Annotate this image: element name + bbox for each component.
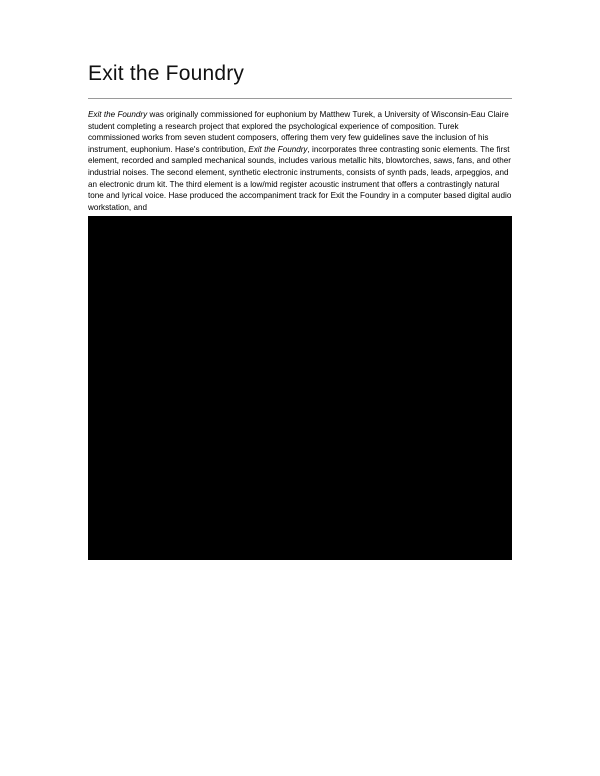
work-title-italic-1: Exit the Foundry xyxy=(88,110,148,120)
title-divider xyxy=(88,98,512,99)
body-run-2: , incorporates three contrasting sonic elements. The first element, recorded and sampled mechanical sounds, includes various metallic hits, blowtorches, saws, fans, and other industrial noises. The second element, synthetic electronic instruments, consists of synth pads, leads, arpeggios, and an electronic drum kit. The third element is a low/mid register acoustic instrument that offers a contrastingly natural tone and lyrical voice. Hase produced the accompaniment track for Exit the Foundry in a computer based digital audio workstation, and xyxy=(88,144,512,212)
page-title: Exit the Foundry xyxy=(88,62,245,85)
work-title-italic-2: Exit the Foundry xyxy=(248,144,308,154)
preview-word-list xyxy=(88,216,512,560)
body-paragraph xyxy=(88,109,512,213)
document-content xyxy=(88,62,512,213)
body-run-1: was originally commissioned for euphonium by Matthew Turek, a University of Wisconsin-Eau Claire student completing a research project that explored the psychological experience of composition. Turek commissioned works from seven student composers, offering them very few guidelines save the inclusion of his instrument, euphonium. Hase's contribution, xyxy=(88,110,509,154)
preview-word-german: VORSCHAU xyxy=(119,368,481,408)
preview-word-french: APERÇU xyxy=(166,438,435,478)
preview-word-english: PREVIEW xyxy=(147,298,454,338)
preview-watermark-overlay xyxy=(88,216,512,560)
